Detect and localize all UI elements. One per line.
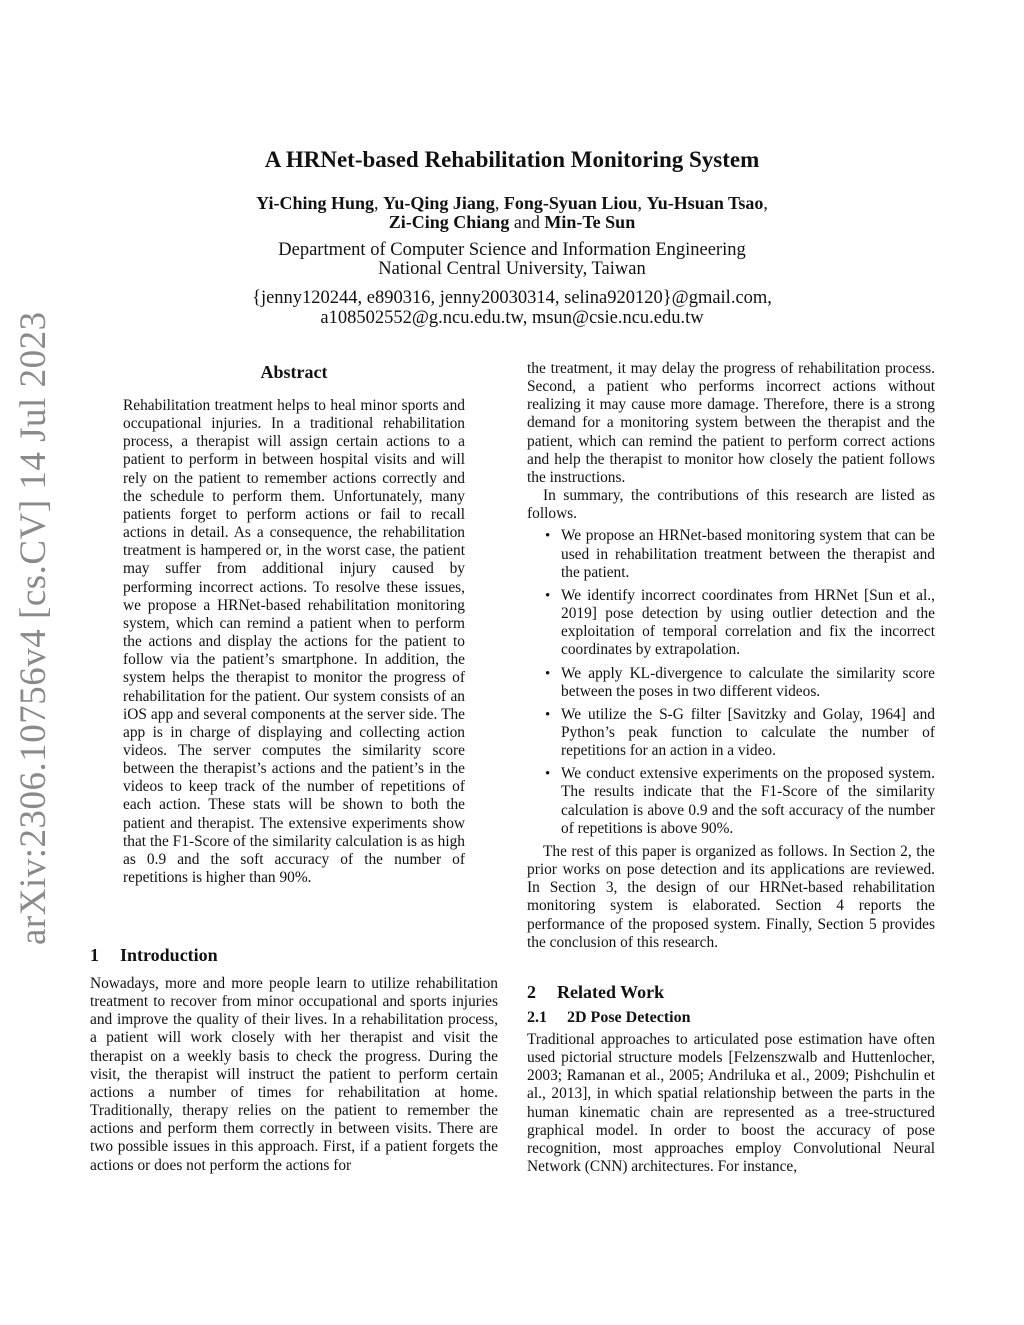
right-column — [527, 360, 935, 952]
bullet-glyph: • — [545, 587, 551, 604]
author-list — [150, 194, 874, 232]
list-item-text: We identify incorrect coordinates from HRNet [Sun et al., 2019] pose detection by using outlier detection and the exploitation of temporal correlation and fix the incorrect coordinates by extrapolation. — [561, 586, 935, 659]
author-separator: , — [763, 193, 768, 213]
section-heading-introduction — [90, 944, 218, 966]
list-item-text: We conduct extensive experiments on the proposed system. The results indicate that the F1-Score of the similarity calculation is above 0.9 and the soft accuracy of the number of repetitions is above 90%. — [561, 765, 935, 837]
summary-paragraph: In summary, the contributions of this research are listed as follows. — [527, 487, 935, 523]
author-name: Zi-Cing Chiang — [388, 212, 510, 232]
email-line: a108502552@g.ncu.edu.tw, msun@csie.ncu.edu.tw — [320, 308, 704, 328]
author-and: and — [513, 212, 540, 232]
affiliation-line: Department of Computer Science and Information Engineering — [278, 240, 746, 260]
author-name: Fong-Syuan Liou — [503, 193, 638, 213]
section-heading-related-work — [527, 981, 664, 1003]
affiliation — [150, 241, 874, 279]
author-emails — [150, 288, 874, 328]
bullet-glyph: • — [545, 706, 551, 723]
section-number: 2 — [527, 982, 536, 1002]
list-item — [527, 765, 935, 838]
subsection-heading-pose-detection — [527, 1008, 691, 1028]
introduction-body — [90, 975, 498, 1175]
introduction-text: Nowadays, more and more people learn to utilize rehabilitation treatment to recover from minor occupational and sports injuries and improve the quality of their lives. In a rehabilitation process, a patient will work closely with her therapist and visit the therapist on a weekly basis to check the progress. During the visit, the therapist will instruct the patient to perform certain actions a number of times for rehabilitation at home. Traditionally, therapy relies on the patient to remember the actions and perform them correctly in between visits. There are two possible issues in this approach. First, if a patient forgets the actions or does not perform the actions for — [90, 975, 498, 1174]
author-separator: , — [494, 193, 500, 213]
email-line: {jenny120244, e890316, jenny20030314, selina920120}@gmail.com, — [252, 288, 772, 308]
abstract-body — [123, 397, 465, 887]
author-name: Yi-Ching Hung — [256, 193, 374, 213]
list-item-text: We apply KL-divergence to calculate the similarity score between the poses in two different videos. — [561, 664, 935, 700]
contribution-list — [527, 527, 935, 838]
author-line-1 — [150, 194, 874, 213]
bullet-glyph: • — [545, 766, 551, 783]
affiliation-line: National Central University, Taiwan — [378, 259, 646, 279]
author-separator: , — [374, 193, 379, 213]
bullet-glyph: • — [545, 665, 551, 682]
list-item — [527, 706, 935, 760]
list-item — [527, 665, 935, 701]
pose-detection-text: Traditional approaches to articulated pose estimation have often used pictorial structure models [Felzenszwalb and Huttenlocher, 2003; Ramanan et al., 2005; Andriluka et al., 2009; Pishchulin et al., 2013], in which spatial relationship between the parts in the human kinematic chain are represented as a tree-structured graphical model. In order to boost the accuracy of pose recognition, most approaches employ Convolutional Neural Network (CNN) architectures. For instance, — [527, 1031, 935, 1176]
pose-detection-body — [527, 1031, 935, 1176]
list-item-text: We utilize the S-G filter [Savitzky and Golay, 1964] and Python’s peak function to calculate the number of repetitions for an action in a video. — [561, 705, 935, 760]
author-line-2 — [150, 213, 874, 232]
author-name: Min-Te Sun — [544, 212, 636, 232]
list-item — [527, 527, 935, 581]
list-item — [527, 587, 935, 660]
continuation-paragraph: the treatment, it may delay the progress of rehabilitation process. Second, a patient who performs incorrect actions without realizing it may cause more damage. Therefore, there is a strong demand for a monitoring system between the therapist and the patient, which can remind the patient to perform correct actions and help the therapist to monitor how closely the patient follows the instructions. — [527, 360, 935, 486]
subsection-number: 2.1 — [527, 1009, 547, 1026]
subsection-title: 2D Pose Detection — [567, 1009, 691, 1026]
abstract-text: Rehabilitation treatment helps to heal minor sports and occupational injuries. In a traditional rehabilitation process, a therapist will assign certain actions to a patient to perform in between hospital visits and will rely on the patient to remember actions correctly and the schedule to perform them. Unfortunately, many patients forget to perform actions or fail to recall actions in detail. As a consequence, the rehabilitation treatment is hampered or, in the worst case, the patient may suffer from additional injury caused by performing incorrect actions. To resolve these issues, we propose a HRNet-based rehabilitation monitoring system, which can remind a patient when to perform the actions and display the actions for the patient to follow via the patient’s smartphone. In addition, the system helps the therapist to monitor the progress of rehabilitation for the patient. Our system consists of an iOS app and several components at the server side. The app is in charge of displaying and collecting action videos. The server computes the similarity score between the therapist’s actions and the patient’s in the videos to keep track of the number of repetitions of each action. These stats will be shown to both the patient and therapist. The extensive experiments show that the F1-Score of the similarity calculation is as high as 0.9 and the soft accuracy of the number of repetitions is higher than 90%. — [123, 397, 465, 887]
author-name: Yu-Hsuan Tsao — [646, 193, 764, 213]
abstract-heading: Abstract — [260, 362, 328, 382]
author-separator: , — [637, 193, 642, 213]
outline-paragraph: The rest of this paper is organized as follows. In Section 2, the prior works on pose detection and its applications are reviewed. In Section 3, the design of our HRNet-based rehabilitation monitoring system is elaborated. Section 4 reports the performance of the proposed system. Finally, Section 5 provides the conclusion of this research. — [527, 842, 935, 951]
section-title: Introduction — [120, 945, 218, 965]
author-name: Yu-Qing Jiang — [383, 193, 495, 213]
list-item-text: We propose an HRNet-based monitoring system that can be used in rehabilitation treatment between the therapist and the patient. — [561, 527, 935, 581]
section-title: Related Work — [557, 982, 665, 1002]
section-number: 1 — [90, 945, 99, 965]
bullet-glyph: • — [545, 528, 551, 545]
paper-title: A HRNet-based Rehabilitation Monitoring System — [264, 147, 760, 172]
arxiv-stamp: arXiv:2306.10756v4 [cs.CV] 14 Jul 2023 — [13, 311, 54, 945]
